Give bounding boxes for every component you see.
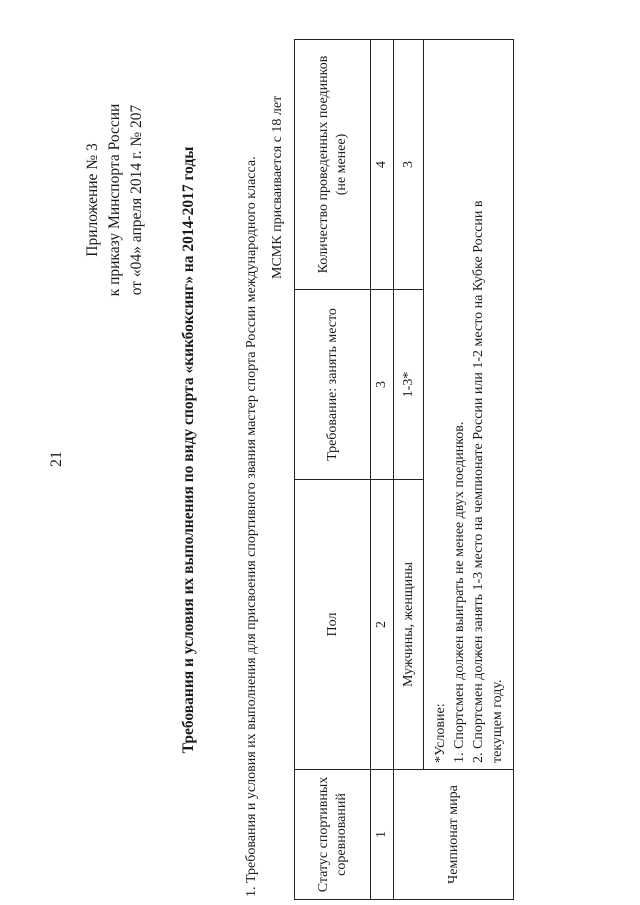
cell-status: Чемпионат мира bbox=[394, 770, 514, 900]
conditions-title: *Условие: bbox=[432, 703, 448, 763]
header-place: Требование: занять место bbox=[295, 290, 371, 480]
page-number: 21 bbox=[48, 451, 65, 467]
condition-item: текущем году. bbox=[489, 679, 505, 763]
conditions-note bbox=[424, 40, 514, 770]
requirements-table bbox=[294, 39, 514, 900]
condition-item: 1. Спортсмен должен выиграть не менее двух поединков. bbox=[451, 421, 467, 763]
document-title: Требования и условия их выполнения по виду спорта «кикбоксинг» на 2014-2017 годы bbox=[180, 146, 197, 754]
table-header-row bbox=[295, 40, 371, 900]
column-number-row bbox=[371, 40, 394, 900]
appendix-line-1: Приложение № 3 bbox=[84, 143, 101, 257]
condition-item: 2. Спортсмен должен занять 1-3 место на чемпионате России или 1-2 место на Кубке России в bbox=[470, 200, 486, 763]
header-gender: Пол bbox=[295, 480, 371, 770]
cell-place: 1-3* bbox=[394, 290, 424, 480]
header-status: Статус спортивных соревнований bbox=[295, 770, 371, 900]
section-text: 1. Требования и условия их выполнения для присвоения спортивного звания мастер спорта России международного класса. bbox=[244, 156, 259, 897]
header-bouts: Количество проведенных поединков (не менее) bbox=[295, 40, 371, 290]
column-number: 3 bbox=[371, 290, 394, 480]
age-note: МСМК присваивается с 18 лет bbox=[270, 95, 285, 279]
column-number: 4 bbox=[371, 40, 394, 290]
cell-gender: Мужчины, женщины bbox=[394, 480, 424, 770]
column-number: 2 bbox=[371, 480, 394, 770]
column-number: 1 bbox=[371, 770, 394, 900]
table-row bbox=[394, 40, 424, 900]
cell-bouts: 3 bbox=[394, 40, 424, 290]
appendix-line-2: к приказу Минспорта России bbox=[106, 103, 123, 297]
appendix-line-3: от «04» апреля 2014 г. № 207 bbox=[128, 104, 145, 296]
appendix-header bbox=[82, 15, 148, 385]
